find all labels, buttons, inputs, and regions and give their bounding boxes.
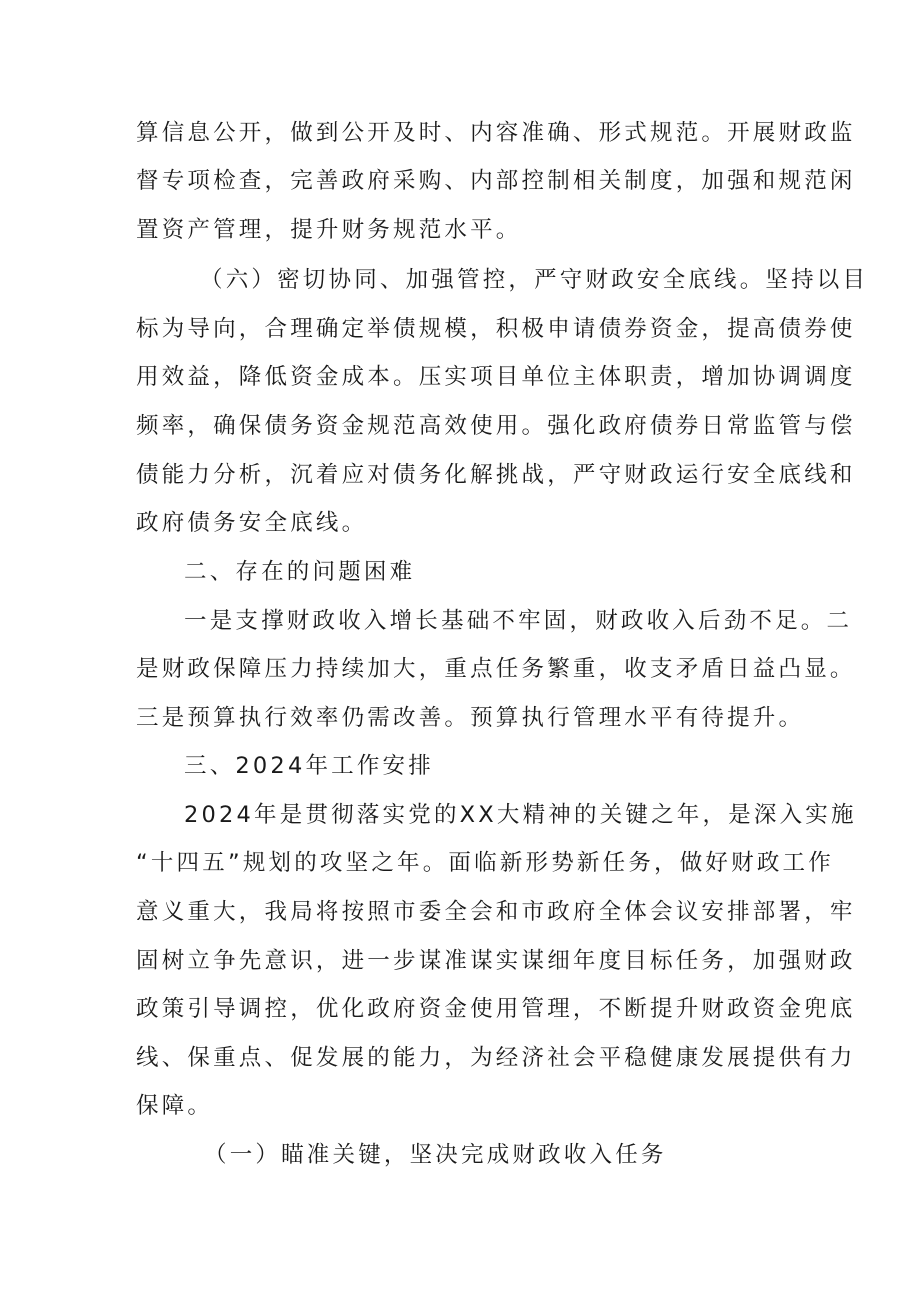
paragraph-heading: （一）瞄准关键，坚决完成财政收入任务 xyxy=(204,1142,667,1168)
section-heading: 三、2024年工作安排 xyxy=(184,753,434,779)
text-line: 固树立争先意识，进一步谋准谋实谋细年度目标任务，加强财政 xyxy=(136,948,856,974)
text-line: 保障。 xyxy=(136,1093,214,1119)
text-line: “十四五”规划的攻坚之年。面临新形势新任务，做好财政工作 xyxy=(136,850,834,876)
text-line: 督专项检查，完善政府采购、内部控制相关制度，加强和规范闲 xyxy=(136,168,856,194)
text-line: 一是支撑财政收入增长基础不牢固，财政收入后劲不足。二 xyxy=(184,608,853,634)
text-line: 三是预算执行效率仍需改善。预算执行管理水平有待提升。 xyxy=(136,705,805,731)
text-line: 政府债务安全底线。 xyxy=(136,510,368,536)
text-line: 是财政保障压力持续加大，重点任务繁重，收支矛盾日益凸显。 xyxy=(136,656,856,682)
text-line: 置资产管理，提升财务规范水平。 xyxy=(136,217,522,243)
text-line: 政策引导调控，优化政府资金使用管理，不断提升财政资金兜底 xyxy=(136,996,856,1022)
text-line: 意义重大，我局将按照市委全会和市政府全体会议安排部署，牢 xyxy=(136,899,856,925)
text-line: 频率，确保债务资金规范高效使用。强化政府债券日常监管与偿 xyxy=(136,413,856,439)
text-line: 线、保重点、促发展的能力，为经济社会平稳健康发展提供有力 xyxy=(136,1045,856,1071)
text-line: 标为导向，合理确定举债规模，积极申请债券资金，提高债券使 xyxy=(136,316,856,342)
paragraph-heading: （六）密切协同、加强管控，严守财政安全底线。坚持以目 xyxy=(200,267,869,293)
text-line: 2024年是贯彻落实党的XX大精神的关键之年，是深入实施 xyxy=(184,802,857,828)
text-line: 用效益，降低资金成本。压实项目单位主体职责，增加协调调度 xyxy=(136,364,856,390)
section-heading: 二、存在的问题困难 xyxy=(184,559,416,585)
text-line: 债能力分析，沉着应对债务化解挑战，严守财政运行安全底线和 xyxy=(136,462,856,488)
text-line: 算信息公开，做到公开及时、内容准确、形式规范。开展财政监 xyxy=(136,120,856,146)
